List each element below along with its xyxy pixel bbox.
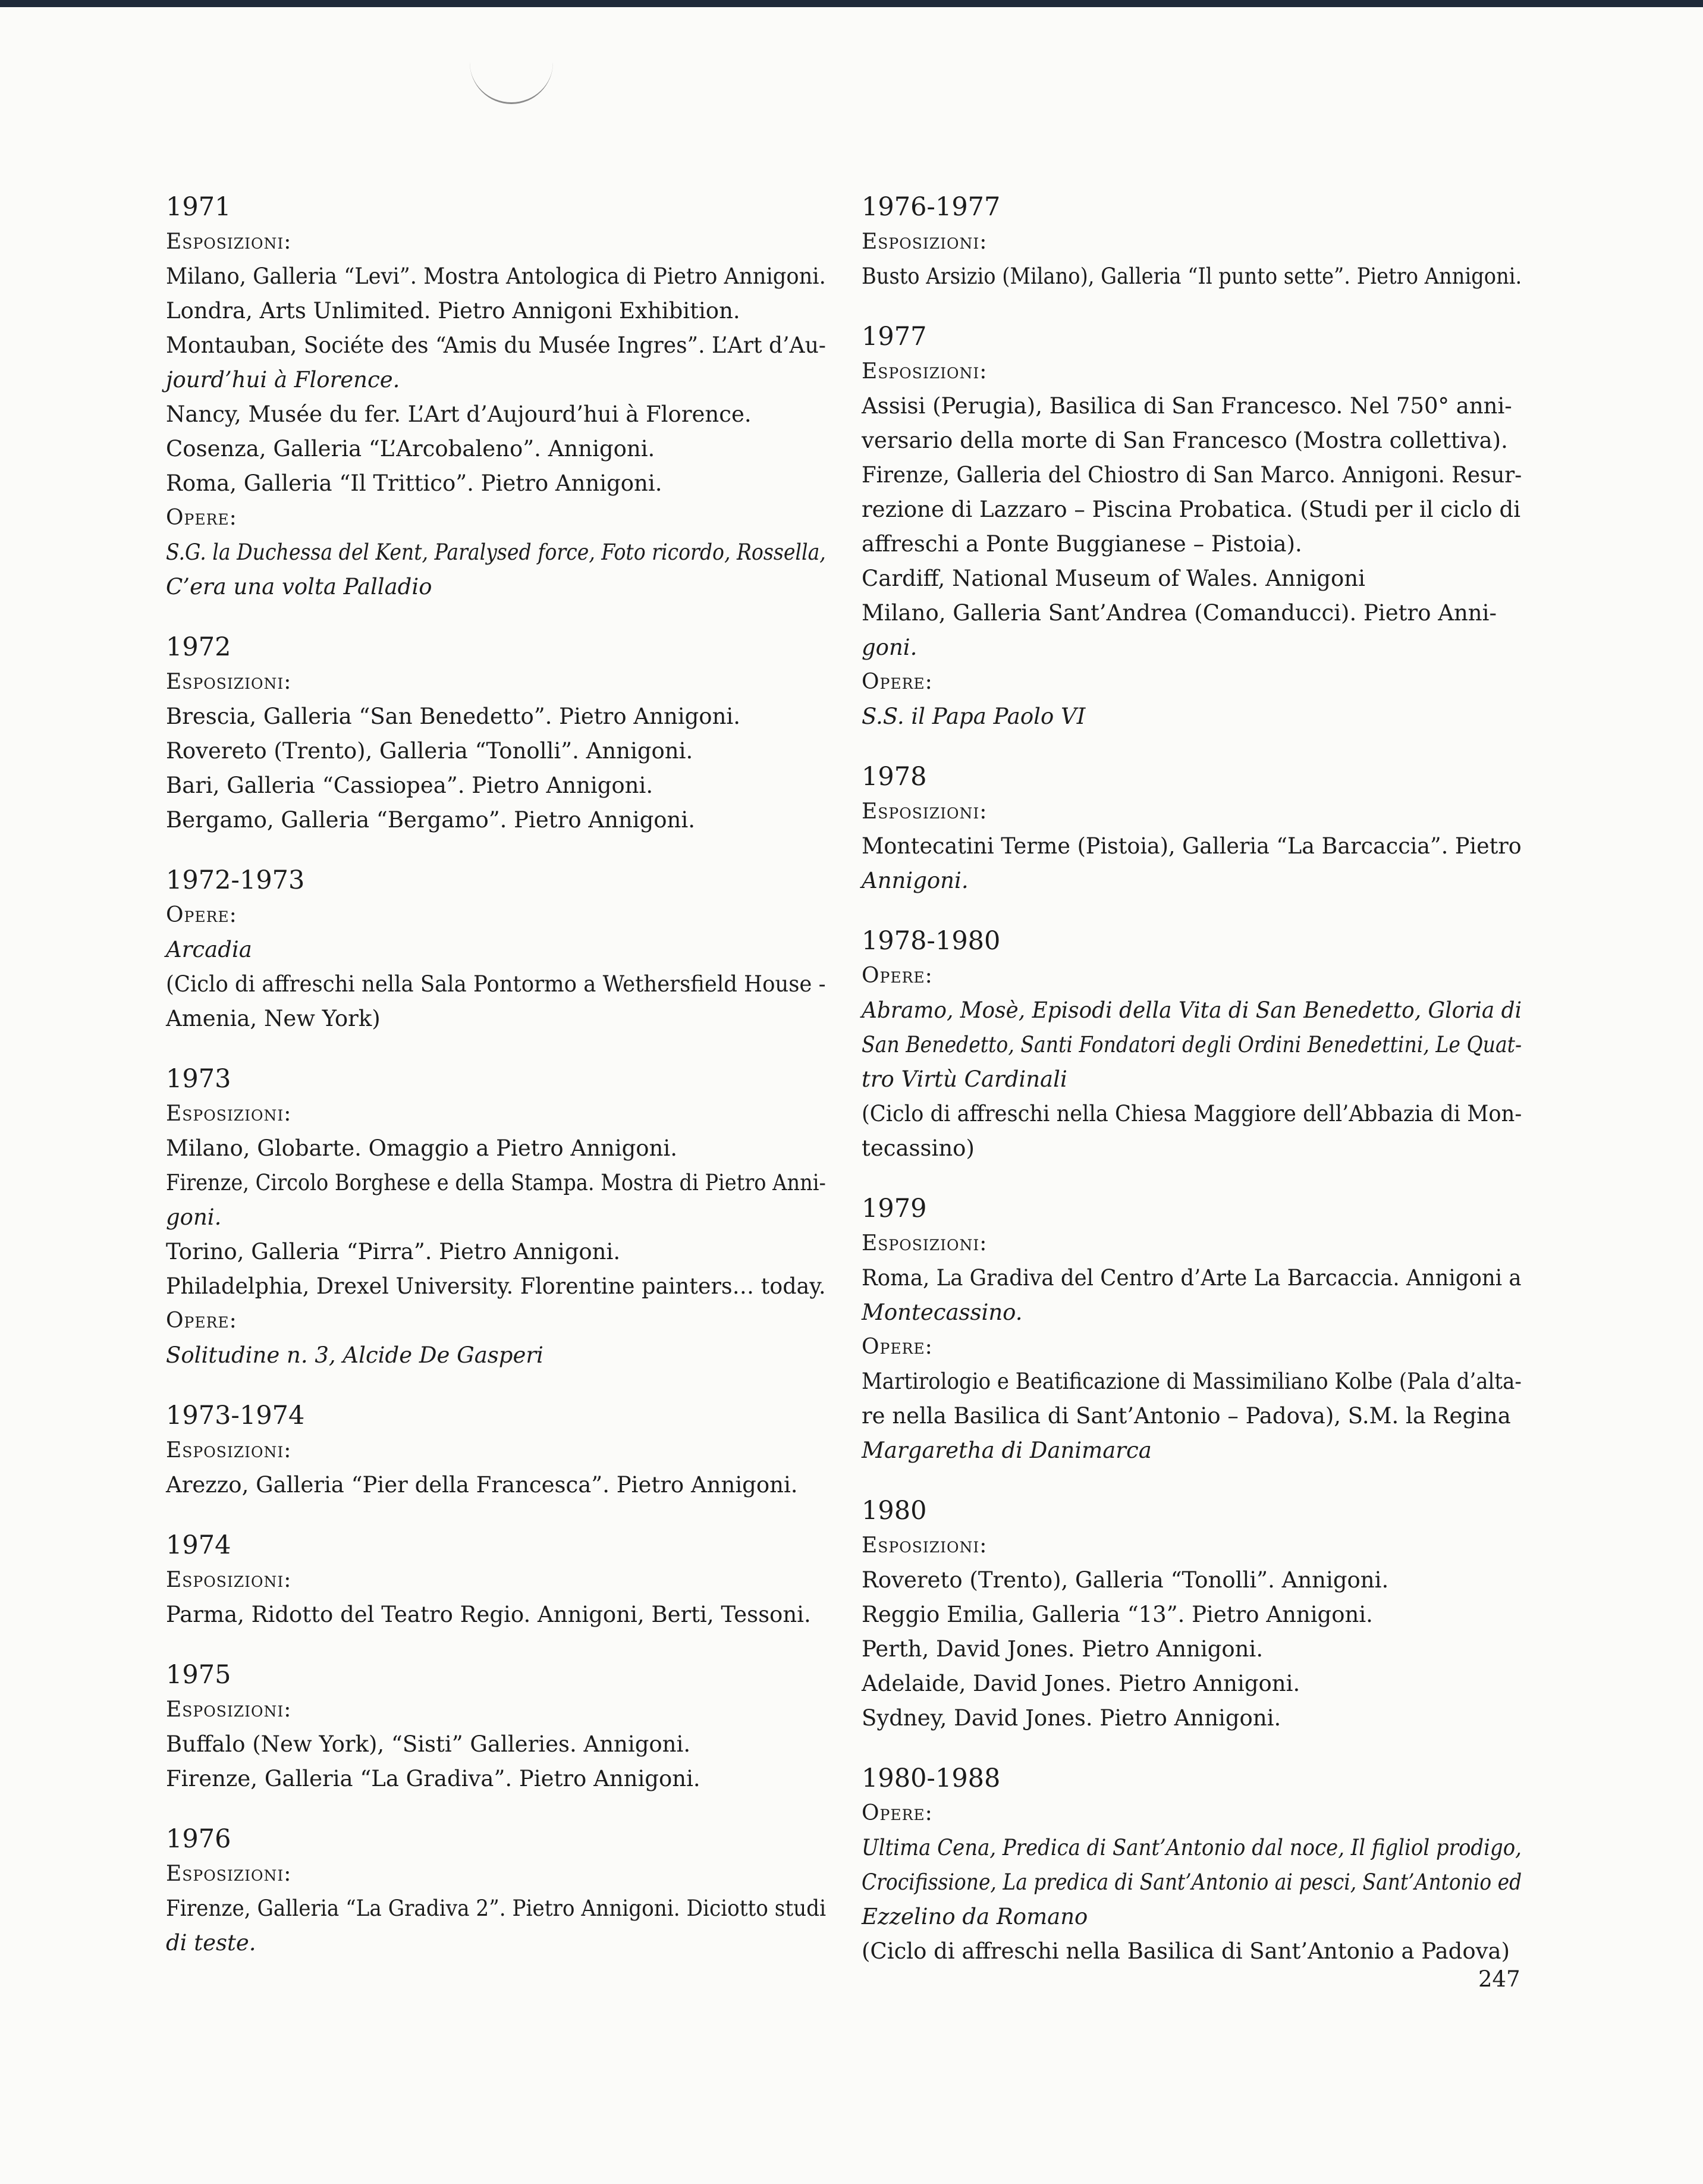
chronology-entry — [862, 189, 1522, 294]
entry-line: Londra, Arts Unlimited. Pietro Annigoni Exhibition. — [166, 298, 740, 324]
section-label: Esposizioni: — [166, 1438, 292, 1463]
entry-line: affreschi a Ponte Buggianese – Pistoia). — [862, 531, 1302, 557]
entry-line: tecassino) — [862, 1135, 975, 1161]
chronology-entry — [166, 1398, 826, 1502]
entry-line: Buffalo (New York), “Sisti” Galleries. Annigoni. — [166, 1731, 691, 1757]
section-label: Esposizioni: — [166, 670, 292, 694]
entry-line: Annigoni. — [862, 868, 969, 893]
entry-line: Brescia, Galleria “San Benedetto”. Pietro Annigoni. — [166, 704, 740, 729]
entry-line: Cosenza, Galleria “L’Arcobaleno”. Annigoni. — [166, 436, 655, 462]
chronology-entry — [166, 1657, 826, 1796]
chronology-entry — [166, 1821, 826, 1960]
chronology-entry — [166, 629, 826, 837]
chronology-entry — [166, 862, 826, 1036]
entry-line: Bergamo, Galleria “Bergamo”. Pietro Annigoni. — [166, 807, 695, 833]
section-label: Esposizioni: — [862, 1533, 988, 1558]
chronology-entry — [166, 189, 826, 604]
section-label: Esposizioni: — [862, 799, 988, 824]
entry-line: (Ciclo di affreschi nella Basilica di Sant’Antonio a Padova) — [862, 1938, 1510, 1964]
section-label: Opere: — [862, 1801, 933, 1825]
entry-year: 1972 — [166, 632, 231, 662]
section-label: Esposizioni: — [862, 359, 988, 384]
entry-line: Roma, Galleria “Il Trittico”. Pietro Annigoni. — [166, 470, 662, 496]
entry-line: Cardiff, National Museum of Wales. Annigoni — [862, 566, 1365, 591]
section-label: Esposizioni: — [166, 1862, 292, 1886]
left-column — [166, 189, 826, 1985]
chronology-entry — [862, 319, 1522, 734]
section-label: Esposizioni: — [862, 230, 988, 254]
right-column — [862, 189, 1522, 1994]
entry-line: Solitudine n. 3, Alcide De Gasperi — [166, 1342, 543, 1368]
section-label: Opere: — [862, 1335, 933, 1359]
entry-line: (Ciclo di affreschi nella Chiesa Maggiore dell’Abbazia di Mon- — [862, 1101, 1522, 1126]
entry-line: Firenze, Galleria “La Gradiva 2”. Pietro Annigoni. Diciotto studi — [166, 1896, 827, 1921]
entry-line: San Benedetto, Santi Fondatori degli Ordini Benedettini, Le Quat- — [862, 1032, 1522, 1058]
section-label: Esposizioni: — [166, 1697, 292, 1722]
entry-line: Milano, Galleria Sant’Andrea (Comanducci). Pietro Anni- — [862, 600, 1497, 626]
entry-year: 1974 — [166, 1530, 231, 1560]
entry-line: S.G. la Duchessa del Kent, Paralysed force, Foto ricordo, Rossella, — [166, 539, 826, 565]
section-label: Opere: — [166, 903, 237, 927]
entry-year: 1975 — [166, 1660, 231, 1690]
entry-line: Firenze, Circolo Borghese e della Stampa. Mostra di Pietro Anni- — [166, 1170, 826, 1195]
section-label: Esposizioni: — [166, 1568, 292, 1592]
entry-line: Abramo, Mosè, Episodi della Vita di San Benedetto, Gloria di — [862, 997, 1522, 1023]
entry-line: Arcadia — [166, 937, 252, 962]
entry-year: 1978-1980 — [862, 926, 1001, 956]
entry-line: Adelaide, David Jones. Pietro Annigoni. — [862, 1671, 1300, 1696]
entry-year: 1979 — [862, 1194, 927, 1223]
entry-line: Parma, Ridotto del Teatro Regio. Annigoni, Berti, Tessoni. — [166, 1602, 811, 1627]
entry-line: Torino, Galleria “Pirra”. Pietro Annigoni. — [166, 1239, 621, 1264]
section-label: Opere: — [166, 506, 237, 530]
entry-line: Amenia, New York) — [166, 1006, 381, 1031]
section-label: Opere: — [862, 964, 933, 988]
section-label: Opere: — [166, 1308, 237, 1333]
chronology-entry — [862, 1761, 1522, 1969]
entry-line: Montecassino. — [862, 1300, 1023, 1325]
binding-arc-mark — [470, 42, 553, 104]
entry-line: rezione di Lazzaro – Piscina Probatica. (Studi per il ciclo di — [862, 497, 1521, 522]
entry-line: re nella Basilica di Sant’Antonio – Padova), S.M. la Regina — [862, 1403, 1511, 1429]
section-label: Esposizioni: — [166, 230, 292, 254]
entry-line: Crocifissione, La predica di Sant’Antonio ai pesci, Sant’Antonio ed — [862, 1869, 1522, 1895]
entry-line: di teste. — [166, 1930, 256, 1956]
entry-line: Margaretha di Danimarca — [862, 1438, 1152, 1463]
entry-line: Arezzo, Galleria “Pier della Francesca”. Pietro Annigoni. — [166, 1472, 798, 1498]
section-label: Esposizioni: — [862, 1231, 988, 1256]
entry-line: Firenze, Galleria del Chiostro di San Marco. Annigoni. Resur- — [862, 462, 1522, 488]
entry-line: C’era una volta Palladio — [166, 574, 432, 600]
entry-line: Montauban, Sociéte des “Amis du Musée Ingres”. L’Art d’Au- — [166, 332, 826, 358]
chronology-entry — [166, 1527, 826, 1632]
entry-year: 1978 — [862, 762, 927, 792]
entry-line: Rovereto (Trento), Galleria “Tonolli”. Annigoni. — [166, 738, 693, 764]
entry-line: goni. — [166, 1204, 222, 1230]
chronology-entry — [862, 759, 1522, 898]
entry-line: Milano, Galleria “Levi”. Mostra Antologica di Pietro Annigoni. — [166, 263, 826, 289]
entry-line: Busto Arsizio (Milano), Galleria “Il punto sette”. Pietro Annigoni. — [862, 263, 1522, 289]
entry-year: 1980 — [862, 1496, 927, 1526]
entry-year: 1971 — [166, 192, 231, 222]
entry-year: 1972-1973 — [166, 865, 305, 895]
entry-line: versario della morte di San Francesco (Mostra collettiva). — [862, 428, 1508, 453]
entry-year: 1977 — [862, 322, 927, 352]
entry-year: 1976-1977 — [862, 192, 1001, 222]
entry-line: Sydney, David Jones. Pietro Annigoni. — [862, 1705, 1281, 1731]
entry-line: Ultima Cena, Predica di Sant’Antonio dal noce, Il figliol prodigo, — [862, 1835, 1522, 1860]
section-label: Opere: — [862, 670, 933, 694]
entry-year: 1973-1974 — [166, 1401, 305, 1430]
page-number: 247 — [1478, 1966, 1520, 1992]
entry-line: jourd’hui à Florence. — [166, 367, 400, 393]
chronology-entry — [862, 923, 1522, 1166]
entry-line: Perth, David Jones. Pietro Annigoni. — [862, 1636, 1264, 1662]
chronology-entry — [166, 1061, 826, 1373]
entry-line: (Ciclo di affreschi nella Sala Pontormo a Wethersfield House - — [166, 971, 826, 997]
entry-line: Montecatini Terme (Pistoia), Galleria “La Barcaccia”. Pietro — [862, 833, 1522, 859]
entry-year: 1980-1988 — [862, 1763, 1001, 1793]
chronology-entry — [862, 1191, 1522, 1468]
entry-line: Milano, Globarte. Omaggio a Pietro Annigoni. — [166, 1135, 677, 1161]
entry-line: Martirologio e Beatificazione di Massimiliano Kolbe (Pala d’alta- — [862, 1369, 1522, 1394]
entry-line: Firenze, Galleria “La Gradiva”. Pietro Annigoni. — [166, 1766, 700, 1791]
entry-year: 1976 — [166, 1824, 231, 1854]
entry-line: Roma, La Gradiva del Centro d’Arte La Barcaccia. Annigoni a — [862, 1265, 1522, 1291]
scan-top-edge — [0, 0, 1703, 7]
entry-line: Rovereto (Trento), Galleria “Tonolli”. Annigoni. — [862, 1567, 1389, 1593]
entry-line: Bari, Galleria “Cassiopea”. Pietro Annigoni. — [166, 773, 653, 798]
entry-line: Reggio Emilia, Galleria “13”. Pietro Annigoni. — [862, 1602, 1373, 1627]
entry-line: Nancy, Musée du fer. L’Art d’Aujourd’hui à Florence. — [166, 401, 752, 427]
entry-line: goni. — [862, 635, 918, 660]
entry-line: Assisi (Perugia), Basilica di San Francesco. Nel 750° anni- — [862, 393, 1512, 419]
chronology-entry — [862, 1493, 1522, 1736]
entry-year: 1973 — [166, 1064, 231, 1094]
section-label: Esposizioni: — [166, 1102, 292, 1126]
entry-line: tro Virtù Cardinali — [862, 1066, 1067, 1092]
entry-line: S.S. il Papa Paolo VI — [862, 704, 1086, 729]
entry-line: Philadelphia, Drexel University. Florentine painters… today. — [166, 1273, 826, 1299]
entry-line: Ezzelino da Romano — [862, 1904, 1088, 1929]
